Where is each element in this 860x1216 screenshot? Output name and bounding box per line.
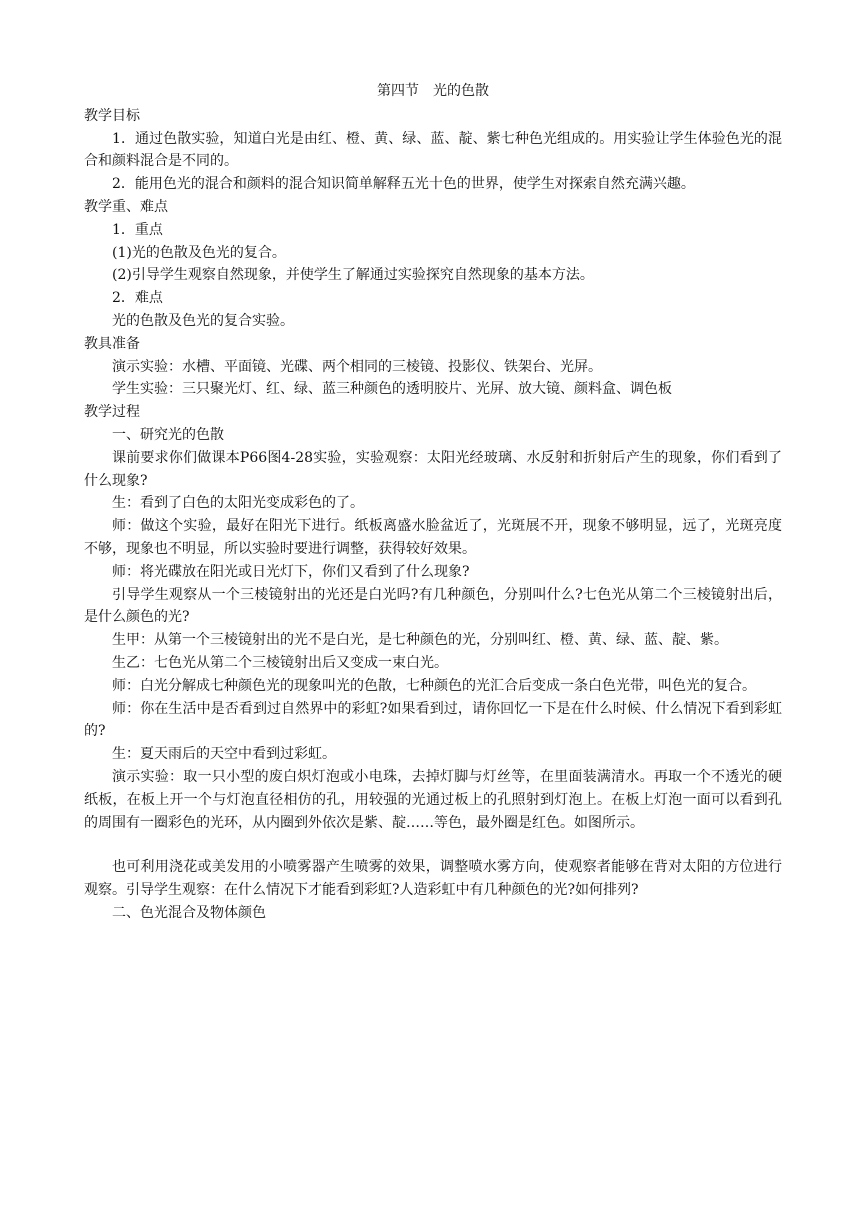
paragraph: 2．难点 — [112, 290, 163, 307]
paragraph: 课前要求你们做课本P66图4-28实验，实验观察：太阳光经玻璃、水反射和折射后产生的现象，你们看到了什么现象? — [84, 449, 782, 489]
paragraph: 也可利用浇花或美发用的小喷雾器产生喷雾的效果，调整喷水雾方向，使观察者能够在背对太阳的方位进行观察。引导学生观察：在什么情况下才能看到彩虹?人造彩虹中有几种颜色的光?如何排列? — [84, 859, 782, 899]
paragraph: 2．能用色光的混合和颜料的混合知识简单解释五光十色的世界，使学生对探索自然充满兴趣。 — [112, 176, 695, 193]
section-heading-process: 教学过程 — [84, 404, 140, 421]
paragraph: 1．通过色散实验，知道白光是由红、橙、黄、绿、蓝、靛、紫七种色光组成的。用实验让学生体验色光的混合和颜料混合是不同的。 — [84, 130, 782, 170]
paragraph: (2)引导学生观察自然现象，并使学生了解通过实验探究自然现象的基本方法。 — [112, 267, 594, 284]
paragraph: 师：做这个实验，最好在阳光下进行。纸板离盛水脸盆近了，光斑展不开，现象不够明显，远了，光斑亮度不够，现象也不明显，所以实验时要进行调整，获得较好效果。 — [84, 518, 782, 557]
paragraph: 师：将光碟放在阳光或日光灯下，你们又看到了什么现象? — [112, 563, 470, 580]
section-heading-materials: 教具准备 — [84, 335, 140, 352]
subheading: 二、色光混合及物体颜色 — [112, 904, 266, 921]
paragraph: 演示实验：水槽、平面镜、光碟、两个相同的三棱镜、投影仪、铁架台、光屏。 — [112, 358, 602, 375]
paragraph: 生甲：从第一个三棱镜射出的光不是白光，是七种颜色的光，分别叫红、橙、黄、绿、蓝、靛、紫。 — [112, 632, 728, 649]
blank-line — [84, 834, 782, 856]
paragraph: 生：夏天雨后的天空中看到过彩虹。 — [112, 746, 336, 763]
paragraph: 1．重点 — [112, 221, 163, 238]
section-heading-key-points: 教学重、难点 — [84, 198, 168, 215]
document-body — [84, 80, 782, 925]
paragraph: (1)光的色散及色光的复合。 — [112, 244, 286, 261]
paragraph: 生乙：七色光从第二个三棱镜射出后又变成一束白光。 — [112, 654, 448, 671]
paragraph: 演示实验：取一只小型的废白炽灯泡或小电珠，去掉灯脚与灯丝等，在里面装满清水。再取一个不透光的硬纸板，在板上开一个与灯泡直径相仿的孔，用较强的光通过板上的孔照射到灯泡上。在板上灯泡一面可以看到孔的周围有一圈彩色的光环，从内圈到外依次是紫、靛……等色，最外圈是红色。如图所示。 — [84, 768, 782, 831]
paragraph: 生：看到了白色的太阳光变成彩色的了。 — [112, 495, 364, 512]
paragraph: 引导学生观察从一个三棱镜射出的光还是白光吗?有几种颜色，分别叫什么?七色光从第二个三棱镜射出后，是什么颜色的光? — [84, 586, 782, 626]
paragraph: 师：白光分解成七种颜色光的现象叫光的色散，七种颜色的光汇合后变成一条白色光带，叫色光的复合。 — [112, 677, 756, 694]
paragraph: 光的色散及色光的复合实验。 — [112, 312, 294, 329]
subheading: 一、研究光的色散 — [112, 426, 224, 443]
section-heading-objectives: 教学目标 — [84, 107, 140, 124]
paragraph: 师：你在生活中是否看到过自然界中的彩虹?如果看到过，请你回忆一下是在什么时候、什么情况下看到彩虹的? — [84, 700, 782, 740]
page-title: 第四节 光的色散 — [377, 83, 489, 99]
paragraph: 学生实验：三只聚光灯、红、绿、蓝三种颜色的透明胶片、光屏、放大镜、颜料盒、调色板 — [112, 381, 672, 398]
